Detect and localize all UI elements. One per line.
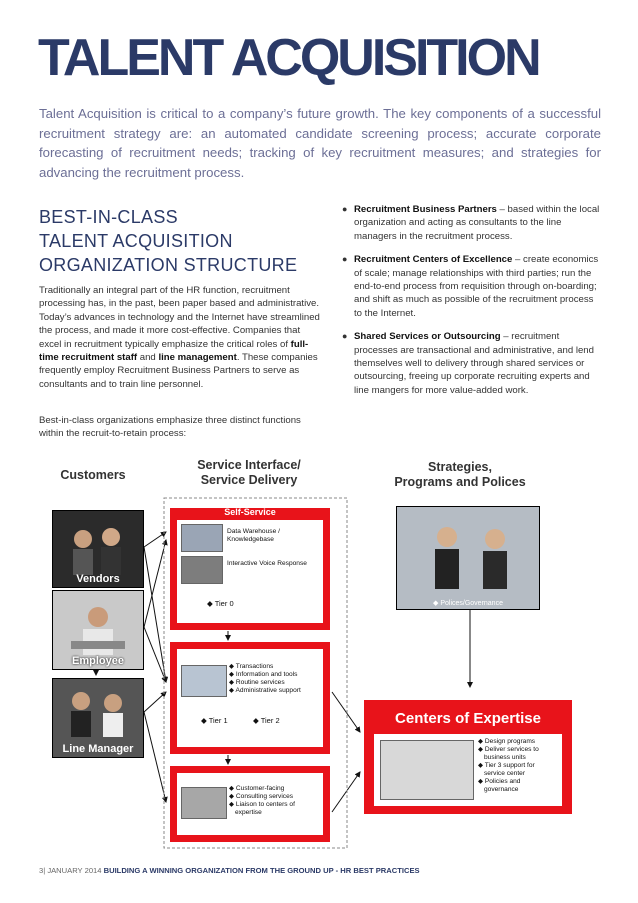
- self-service-box: [170, 508, 330, 630]
- centers-item: ◆ Policies and: [478, 778, 521, 785]
- org-structure-diagram: [50, 452, 588, 852]
- meeting-icon: [181, 787, 227, 819]
- employee-photo: [52, 590, 144, 670]
- database-icon: [181, 524, 223, 552]
- vendors-photo: [52, 510, 144, 588]
- bullet-icon: ●: [342, 331, 348, 342]
- list-item: ● Recruitment Centers of Excellence – create economics of scale; manage relationships with third parties; run the end-to-end process from requisition through on-boarding; and shift as much as possible of the recruitment process to the Internet.: [342, 254, 599, 319]
- bullet-icon: ●: [342, 204, 348, 214]
- page-footer: [39, 866, 420, 875]
- section-heading: [39, 205, 324, 277]
- bullet-list: [342, 203, 602, 407]
- list-item: ● Recruitment Business Partners – based within the local organization and acting as consultants to the line managers in the recruitment process.: [342, 204, 600, 242]
- service-center-item: ◆ Routine services: [229, 679, 285, 686]
- tier-0-label: ◆ Tier 0: [207, 599, 234, 608]
- emphasis-recruitment-staff: full-time recruitment staff: [39, 338, 309, 364]
- section-heading-line: BEST-IN-CLASS: [39, 207, 178, 227]
- handshake-icon: [397, 507, 539, 609]
- section-heading-line: ORGANIZATION STRUCTURE: [39, 255, 298, 275]
- section-heading-line: TALENT ACQUISITION: [39, 231, 233, 251]
- tier-1-label: ◆ Tier 1: [201, 716, 228, 725]
- service-column-label: Service Interface/ Service Delivery: [197, 458, 301, 487]
- centers-item: ◆ Deliver services to: [478, 746, 539, 753]
- page-number: 3: [39, 866, 44, 875]
- centers-item: ◆ Design programs: [478, 738, 536, 745]
- vendors-label: Vendors: [76, 573, 120, 585]
- self-service-item: Interactive Voice Response: [227, 560, 307, 567]
- presentation-icon: [380, 740, 474, 800]
- partners-item: ◆ Liaison to centers of: [229, 801, 295, 808]
- centers-of-expertise-box: [364, 700, 572, 814]
- partners-box: [170, 766, 330, 842]
- centers-item: governance: [484, 786, 519, 793]
- self-service-item: Data Warehouse / Knowledgebase: [227, 528, 280, 543]
- page-title: TALENT ACQUISITION: [38, 29, 539, 87]
- strategies-column-label: Strategies, Programs and Polices: [394, 460, 526, 489]
- emphasis-line-management: line management: [158, 352, 237, 364]
- customers-column-label: Customers: [60, 468, 126, 482]
- phone-icon: [181, 556, 223, 584]
- strategies-photo: [396, 506, 540, 610]
- service-center-item: ◆ Administrative support: [229, 687, 301, 694]
- service-center-box: [170, 642, 330, 754]
- employee-label: Employee: [72, 655, 124, 667]
- strategies-caption: ◆ Polices/Governance: [433, 600, 503, 607]
- self-service-title: Self-Service: [224, 507, 276, 517]
- tier-2-label: ◆ Tier 2: [253, 716, 280, 725]
- footer-title: BUILDING A WINNING ORGANIZATION FROM THE GROUND UP - HR BEST PRACTICES: [103, 866, 420, 875]
- footer-date: | JANUARY 2014: [43, 866, 104, 875]
- body-paragraph-1: Traditionally an integral part of the HR function, recruitment processing has, in the past, been paper based and administrative. Today’s advances in technology and the Internet have streamlined the process, and made it more cost-effective. Companies that excel in recruitment typically emphasize the critical roles of full-time recruitment staff and line management. These companies frequently employ Recruitment Business Partners to serve as consultants and to train line personnel.: [39, 285, 320, 390]
- intro-paragraph: Talent Acquisition is critical to a company’s future growth. The key components of a successful recruitment strategy are: an automated candidate screening process; accurate corporate forecasting of recruitment needs; tracking of key recruitment measures; and strategies for advancing the recruitment process.: [39, 106, 601, 180]
- service-center-item: ◆ Transactions: [229, 663, 274, 670]
- partners-item: ◆ Consulting services: [229, 793, 294, 800]
- centers-item: ◆ Tier 3 support for: [478, 762, 535, 769]
- office-worker-icon: [181, 665, 227, 697]
- line-manager-photo: [52, 678, 144, 758]
- centers-content: [374, 734, 562, 806]
- centers-title: Centers of Expertise: [395, 710, 541, 727]
- centers-item: business units: [484, 754, 526, 761]
- centers-item: service center: [484, 770, 526, 777]
- body-paragraph-2: Best-in-class organizations emphasize three distinct functions within the recruit-to-retain process:: [39, 415, 301, 440]
- list-item: ● Shared Services or Outsourcing – recruitment processes are transactional and administrative, and lend themselves well to delivery through shared services or outsourcing, freeing up corporate recruiting experts and line mangers for more value-added work.: [342, 331, 594, 396]
- partners-item: ◆ Customer-facing: [229, 785, 285, 792]
- bullet-icon: ●: [342, 254, 348, 265]
- line-manager-label: Line Manager: [62, 743, 134, 755]
- service-center-item: ◆ Information and tools: [229, 671, 298, 678]
- partners-item: expertise: [235, 809, 262, 816]
